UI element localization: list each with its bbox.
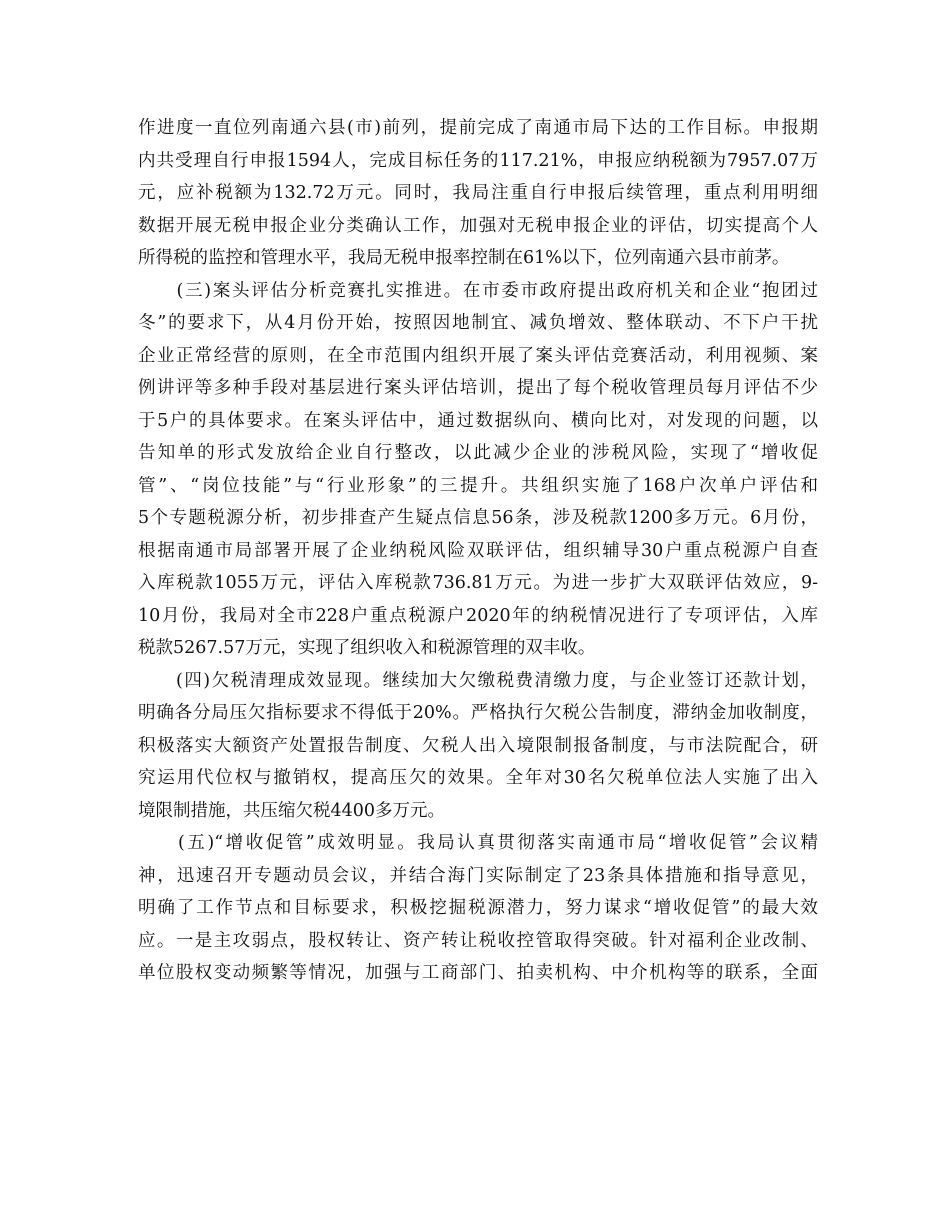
body-text-line: 管”、“岗位技能”与“行业形象”的三提升。共组织实施了168户次单户评估和 [138,475,818,496]
body-text-line: 境限制措施，共压缩欠税4400多万元。 [138,800,446,821]
document-body [138,112,818,990]
body-text-line: 应。一是主攻弱点，股权转让、资产转让税收控管取得突破。针对福利企业改制、 [138,930,818,951]
body-text-line: (三)案头评估分析竞赛扎实推进。在市委市政府提出政府机关和企业“抱团过 [138,280,818,301]
body-text-line: (五)“增收促管”成效明显。我局认真贯彻落实南通市局“增收促管”会议精 [138,833,818,853]
body-text-line: 企业正常经营的原则，在全市范围内组织开展了案头评估竞赛活动，利用视频、案 [138,345,818,366]
body-text-line: 告知单的形式发放给企业自行整改，以此减少企业的涉税风险，实现了“增收促 [138,443,818,463]
body-text-line: 所得税的监控和管理水平，我局无税申报率控制在61%以下，位列南通六县市前茅。 [138,248,790,268]
body-text-line: 冬”的要求下，从4月份开始，按照因地制宜、减负增效、整体联动、不下户干扰 [138,313,818,333]
body-text-line: 究运用代位权与撤销权，提高压欠的效果。全年对30名欠税单位法人实施了出入 [138,768,818,788]
body-text-line: 内共受理自行申报1594人，完成目标任务的117.21%，申报应纳税额为7957.07万 [138,150,818,171]
body-text-line: 积极落实大额资产处置报告制度、欠税人出入境限制报备制度，与市法院配合，研 [138,735,818,756]
body-text-line: 神，迅速召开专题动员会议，并结合海门实际制定了23条具体措施和指导意见， [138,865,818,886]
body-text-line: 例讲评等多种手段对基层进行案头评估培训，提出了每个税收管理员每月评估不少 [138,378,818,398]
body-text-line: (四)欠税清理成效显现。继续加大欠缴税费清缴力度，与企业签订还款计划， [138,670,818,691]
body-text-line: 元，应补税额为132.72万元。同时，我局注重自行申报后续管理，重点利用明细 [138,183,818,203]
body-text-line: 数据开展无税申报企业分类确认工作，加强对无税申报企业的评估，切实提高个人 [138,215,818,236]
body-text-line: 5个专题税源分析，初步排查产生疑点信息56条，涉及税款1200多万元。6月份， [138,508,818,528]
body-text-line: 作进度一直位列南通六县(市)前列，提前完成了南通市局下达的工作目标。申报期 [138,118,818,138]
body-text-line: 单位股权变动频繁等情况，加强与工商部门、拍卖机构、中介机构等的联系，全面 [138,963,818,983]
body-text-line: 于5户的具体要求。在案头评估中，通过数据纵向、横向比对，对发现的问题，以 [138,410,818,431]
body-text-line: 税款5267.57万元，实现了组织收入和税源管理的双丰收。 [138,638,596,658]
body-text-line: 10月份，我局对全市228户重点税源户2020年的纳税情况进行了专项评估，入库 [138,605,818,626]
body-text-line: 根据南通市局部署开展了企业纳税风险双联评估，组织辅导30户重点税源户自查 [138,540,818,561]
body-text-line: 明确各分局压欠指标要求不得低于20%。严格执行欠税公告制度，滞纳金加收制度， [138,703,818,723]
body-text-line: 入库税款1055万元，评估入库税款736.81万元。为进一步扩大双联评估效应，9- [138,573,818,593]
body-text-line: 明确了工作节点和目标要求，积极挖掘税源潜力，努力谋求“增收促管”的最大效 [138,898,818,918]
